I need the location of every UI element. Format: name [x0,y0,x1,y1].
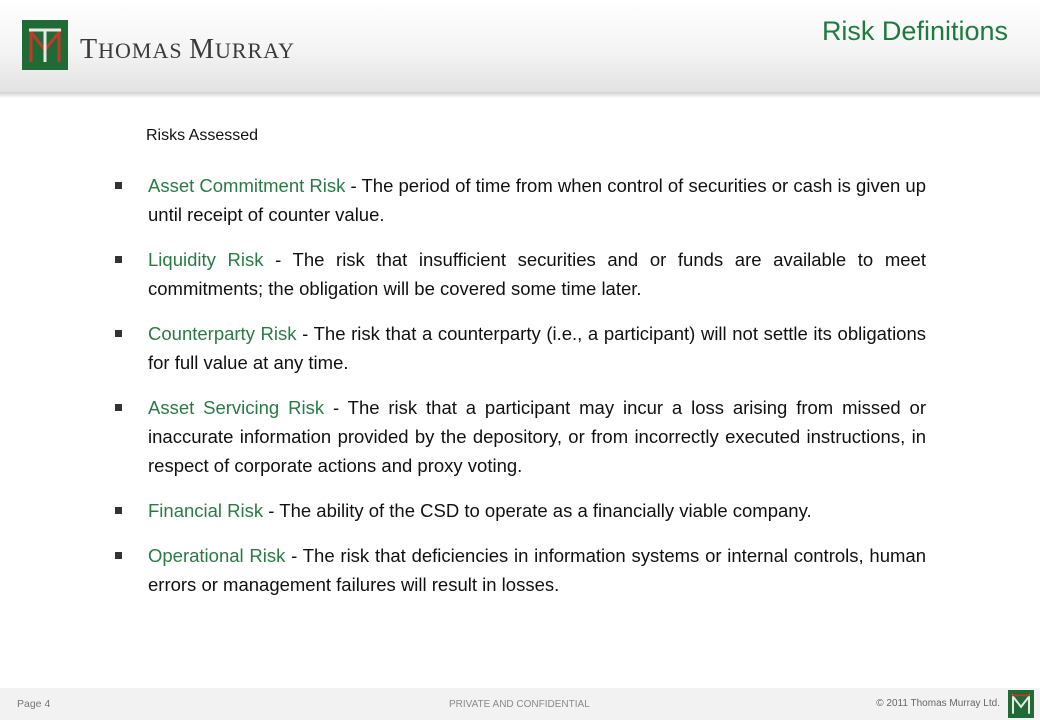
square-bullet-icon [115,182,122,189]
risk-definition: - The risk that deficiencies in information systems or internal controls, human errors or management failures will result in losses. [148,545,926,595]
risk-term: Financial Risk [148,500,264,521]
header-bar [0,0,1040,92]
risk-definition: - The ability of the CSD to operate as a financially viable company. [263,500,812,521]
list-item [112,171,926,229]
square-bullet-icon [115,552,122,559]
risk-term: Counterparty Risk [148,323,297,344]
list-item [112,393,926,480]
square-bullet-icon [115,404,122,411]
risk-term: Liquidity Risk [148,249,264,270]
list-item [112,245,926,303]
footer-bar [0,688,1040,720]
list-item [112,496,926,525]
page-title: Risk Definitions [821,16,1008,46]
list-item [112,319,926,377]
copyright-notice: © 2011 Thomas Murray Ltd. [876,698,1000,709]
risk-term: Asset Commitment Risk [148,175,346,196]
section-subheading: Risks Assessed [146,127,259,144]
tm-monogram-logo-icon [1008,690,1034,718]
tm-monogram-logo-icon [22,20,68,70]
risk-term: Asset Servicing Risk [148,397,325,418]
header-divider [0,92,1040,98]
list-item [112,541,926,599]
square-bullet-icon [115,256,122,263]
square-bullet-icon [115,330,122,337]
risk-definition: - The period of time from when control of securities or cash is given up until receipt of counter value. [148,175,926,225]
risk-definition: - The risk that insufficient securities and or funds are available to meet commitments; the obligation will be covered some time later. [148,249,926,299]
page-number: Page 4 [17,698,51,710]
confidentiality-notice: PRIVATE AND CONFIDENTIAL [449,699,590,710]
risk-list [112,171,926,615]
risk-term: Operational Risk [148,545,286,566]
square-bullet-icon [115,507,122,514]
risk-definition: - The risk that a counterparty (i.e., a participant) will not settle its obligations for full value at any time. [148,323,927,373]
risk-definition: - The risk that a participant may incur a loss arising from missed or inaccurate information provided by the depository, or from incorrectly executed instructions, in respect of corporate actions and proxy voting. [148,397,927,476]
brand-name: THOMAS MURRAY [80,34,295,65]
